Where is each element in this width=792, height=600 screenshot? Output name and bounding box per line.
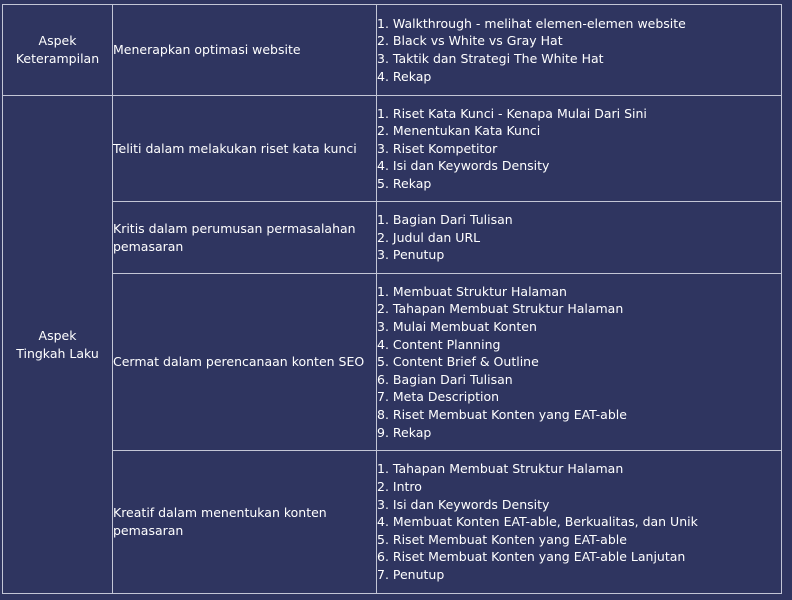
- topic-item: 1. Membuat Struktur Halaman: [377, 283, 567, 299]
- topic-item: 3. Penutup: [377, 247, 445, 263]
- table-row: [3, 451, 782, 594]
- topic-item: 1. Bagian Dari Tulisan: [377, 212, 513, 228]
- aspect-cell: [3, 5, 113, 96]
- aspect-label: Keterampilan: [15, 51, 100, 66]
- topic-item: 7. Penutup: [377, 566, 445, 582]
- topic-item: 4. Isi dan Keywords Density: [377, 158, 550, 174]
- topic-item: 2. Menentukan Kata Kunci: [377, 123, 541, 139]
- topic-item: 5. Content Brief & Outline: [377, 354, 539, 370]
- aspect-label: Aspek: [38, 327, 77, 343]
- topics-cell: [377, 451, 782, 594]
- aspect-label: Aspek: [38, 33, 77, 49]
- topic-item: 4. Membuat Konten EAT-able, Berkualitas, dan Unik: [377, 514, 698, 530]
- table-row: [3, 5, 782, 96]
- behavior-text: Kritis dalam perumusan permasalahan pemasaran: [113, 220, 356, 254]
- table-row: [3, 202, 782, 274]
- behavior-cell: [113, 451, 377, 594]
- topic-item: 5. Riset Membuat Konten yang EAT-able: [377, 531, 627, 547]
- topic-item: 3. Taktik dan Strategi The White Hat: [377, 51, 604, 66]
- table-row: [3, 274, 782, 451]
- topic-item: 9. Rekap: [377, 424, 432, 440]
- topic-item: 3. Isi dan Keywords Density: [377, 496, 550, 512]
- behavior-cell: [113, 5, 377, 96]
- topic-item: 2. Intro: [377, 479, 422, 495]
- behavior-text: Menerapkan optimasi website: [113, 42, 301, 58]
- behavior-cell: [113, 96, 377, 202]
- behavior-text: Kreatif dalam menentukan konten pemasaran: [113, 505, 327, 538]
- topics-cell: [377, 5, 782, 96]
- topic-item: 1. Walkthrough - melihat elemen-elemen website: [377, 15, 686, 31]
- behavior-cell: [113, 274, 377, 451]
- topic-item: 6. Bagian Dari Tulisan: [377, 371, 513, 387]
- topic-item: 2. Black vs White vs Gray Hat: [377, 33, 563, 49]
- topic-item: 1. Tahapan Membuat Struktur Halaman: [377, 461, 624, 477]
- topic-item: 4. Content Planning: [377, 336, 501, 352]
- behavior-text: Cermat dalam perencanaan konten SEO: [113, 354, 365, 370]
- behavior-cell: [113, 202, 377, 274]
- topic-item: 6. Riset Membuat Konten yang EAT-able Lanjutan: [377, 549, 686, 565]
- topic-item: 3. Riset Kompetitor: [377, 140, 498, 156]
- topic-item: 2. Tahapan Membuat Struktur Halaman: [377, 301, 624, 317]
- topic-item: 1. Riset Kata Kunci - Kenapa Mulai Dari Sini: [377, 105, 647, 121]
- curriculum-table: [2, 4, 782, 594]
- aspect-cell: [3, 96, 113, 594]
- topic-item: 2. Judul dan URL: [377, 229, 481, 245]
- topic-item: 5. Rekap: [377, 175, 432, 191]
- table-row: [3, 96, 782, 202]
- topics-cell: [377, 202, 782, 274]
- topics-cell: [377, 96, 782, 202]
- behavior-text: Teliti dalam melakukan riset kata kunci: [113, 140, 357, 156]
- topics-cell: [377, 274, 782, 451]
- topic-item: 7. Meta Description: [377, 389, 500, 405]
- topic-item: 8. Riset Membuat Konten yang EAT-able: [377, 406, 627, 422]
- topic-item: 4. Rekap: [377, 68, 432, 84]
- aspect-label: Tingkah Laku: [16, 345, 99, 361]
- topic-item: 3. Mulai Membuat Konten: [377, 319, 537, 335]
